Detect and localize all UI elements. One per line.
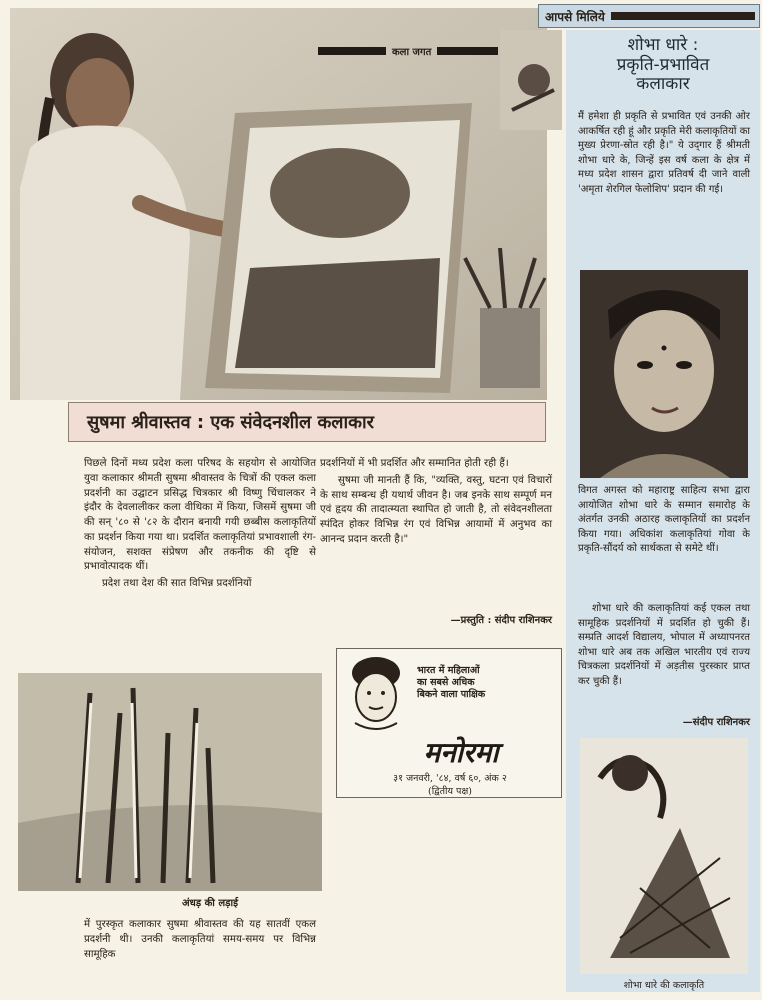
body-col1-para-2: प्रदेश तथा देश की सात विभिन्न प्रदर्शनियों: [102, 578, 252, 590]
portrait-photo: [580, 270, 748, 478]
painting-caption: अंधड़ की लड़ाई: [181, 898, 238, 909]
body-col2-para-1: प्रदर्शनियों में भी प्रदर्शित और सम्मानित होती रही हैं।: [320, 458, 509, 469]
right-title-3: कलाकार: [636, 74, 690, 95]
right-header-tab-text: आपसे मिलिये: [545, 9, 605, 24]
right-para-2: विगत अगस्त को महाराष्ट्र साहित्य सभा द्वारा आयोजित शोभा धारे के सम्मान समारोह के अंतर्गत उनकी अठारह कलाकृतियों का प्रदर्शन किया गया। अधिकांश कलाकृतियां गोवा के प्रकृति-सौंदर्य को सार्थकता से समेटे थीं।: [578, 485, 750, 554]
masthead-tagline-2: का सबसे अधिक: [417, 676, 475, 688]
section-label-kala-jagat: [318, 43, 498, 59]
masthead-tagline-3: बिकने वाला पाक्षिक: [417, 688, 486, 700]
masthead-logo-face: [341, 653, 411, 733]
artist-painting-photo: [10, 8, 547, 400]
body-column-1: [84, 457, 316, 672]
main-title-box: [68, 402, 546, 442]
right-intro: मैं हमेशा ही प्रकृति से प्रभावित एवं उनकी ओर आकर्षित रही हूं और प्रकृति मेरी कलाकृतियों का मुख्य प्रेरणा-स्रोत रही है।" ये उद्‌गार हैं श्रीमती शोभा धारे के, जिन्हें इस वर्ष कला के क्षेत्र में मध्य प्रदेश शासन द्वारा प्रतिवर्ष दी जाने वाली 'अमृता शेरगिल फेलोशिप' प्रदान की गई।: [578, 111, 750, 195]
right-artwork-caption: शोभा धारे की कलाकृति: [623, 980, 705, 991]
right-para-3: शोभा धारे की कलाकृतियां कई एकल तथा सामूहिक प्रदर्शनियों में प्रदर्शित हो चुकी हैं। सम्प्रति आदर्श विद्यालय, भोपाल में अध्यापनरत शोभा धारे अब तक अखिल भारतीय एवं राज्य चित्रकला प्रदर्शनियों में अड़तीस पुरस्कार प्राप्त कर चुकी हैं।: [578, 603, 750, 687]
right-title-2: प्रकृति-प्रभावित: [616, 54, 710, 75]
body-bottom: में पुरस्कृत कलाकार सुषमा श्रीवास्तव की यह सातवीं एकल प्रदर्शनी थी। उनकी कलाकृतियां समय-समय पर विभिन्न सामूहिक: [84, 919, 316, 960]
right-byline: —संदीप राशिनकर: [682, 717, 750, 728]
right-title-1: शोभा धारे :: [627, 35, 699, 55]
body-column-2: [320, 457, 552, 617]
main-byline: —प्रस्तुति : संदीप राशिनकर: [450, 615, 552, 626]
masthead-date-line: ३१ जनवरी, '८४, वर्ष ६०, अंक २: [393, 773, 507, 784]
body-col1-para-1: पिछले दिनों मध्य प्रदेश कला परिषद के सहयोग से आयोजित युवा कलाकार श्रीमती सुषमा श्रीवास्तव के चित्रों की एकल कला प्रदर्शनी का उद्घाटन प्रसिद्ध चित्रकार श्री विष्णु चिंचालकर ने इंदौर के देवलालीकर कला वीथिका में किया, जिसमें सुषमा जी की सन् '८० से '८२ के दौरान बनायी गयी छब्बीस कलाकृतियों का प्रदर्शन किया गया था। प्रदर्शित कलाकृतियां प्रभावशाली रंग-संयोजन, सशक्त संप्रेषण और तकनीक की दृष्टि से प्रभावोत्पादक थीं।: [84, 458, 316, 573]
body-col2-para-2: सुषमा जी मानती हैं कि, "व्यक्ति, वस्तु, घटना एवं विचारों के साथ सम्बन्ध ही यथार्थ जीवन है। जब इनके साथ सम्पूर्ण मन एवं हृदय की तादात्म्यता स्थापित हो जाती है, तो संवेदनशीलता स्पंदित होकर विभिन्न रंग एवं विभिन्न आयामों में अनुभव का आनन्द प्रदान करती है।": [320, 474, 552, 545]
right-title: [566, 36, 760, 95]
masthead-name: मनोरमा: [423, 736, 499, 769]
main-title: सुषमा श्रीवास्तव : एक संवेदनशील कलाकार: [87, 412, 375, 433]
masthead-edition: (द्वितीय पक्ष): [428, 786, 472, 797]
masthead-tagline-1: भारत में महिलाओं: [417, 665, 480, 676]
masthead-tagline: [417, 665, 557, 701]
right-artwork-image: [580, 738, 748, 974]
masthead-box: [336, 648, 562, 798]
right-header-tab: [538, 4, 760, 28]
section-label-text: कला जगत: [392, 47, 432, 58]
painting-image: [18, 673, 322, 891]
right-top-photo-strip: [500, 30, 562, 130]
